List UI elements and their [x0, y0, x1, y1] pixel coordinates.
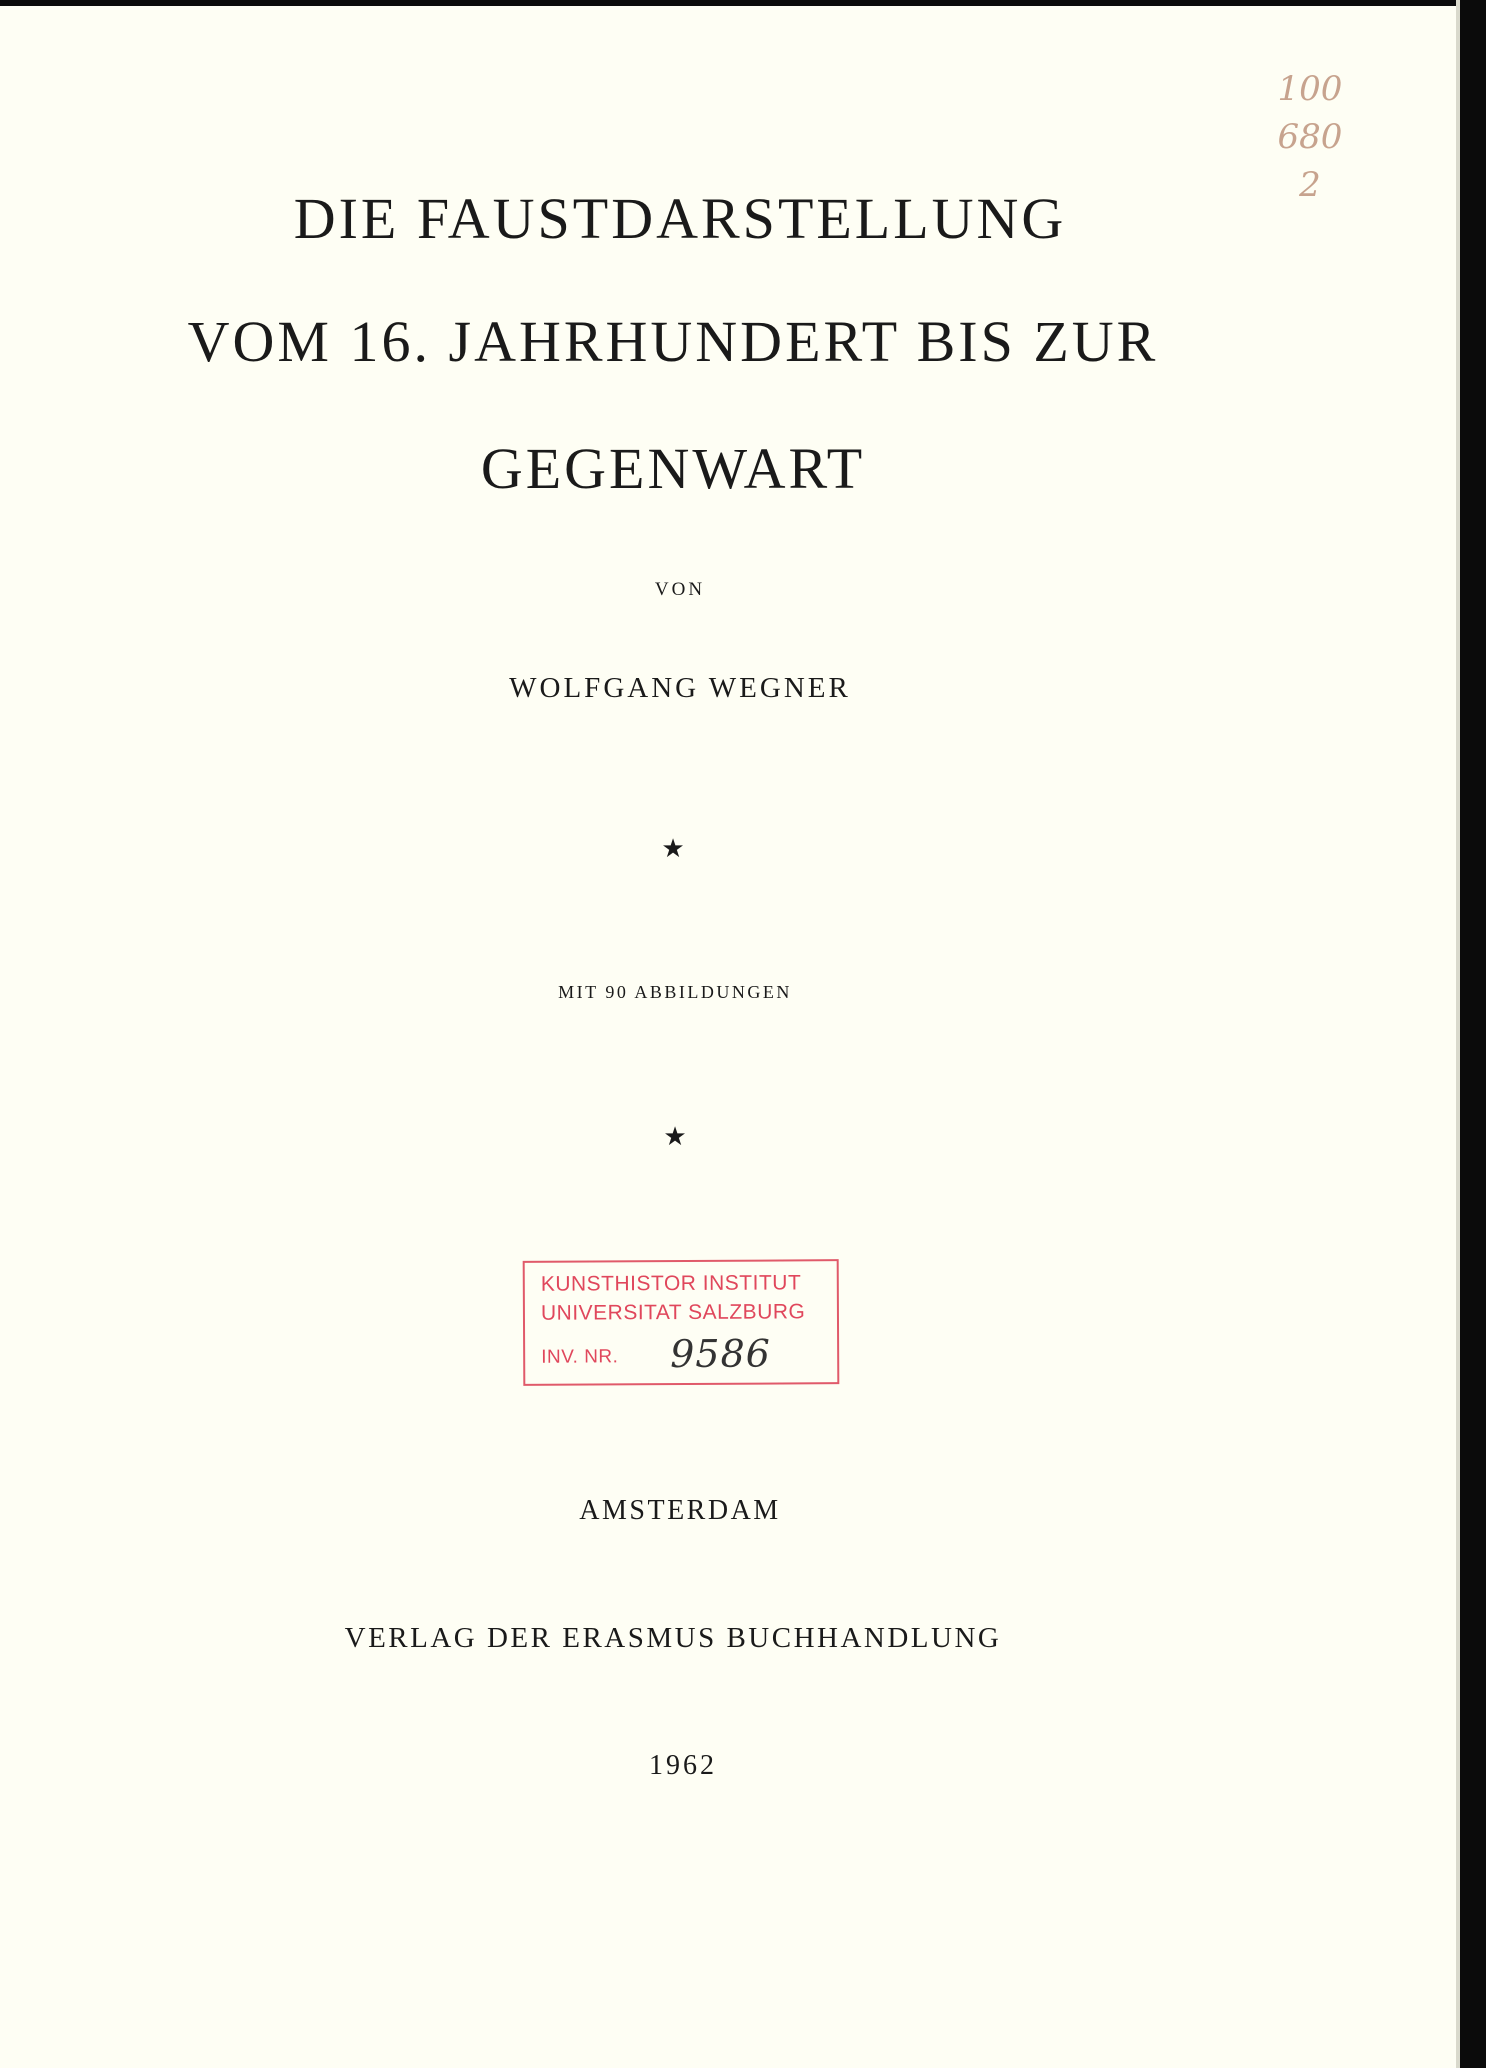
- stamp-inv-number: 9586: [670, 1331, 771, 1377]
- library-stamp: [523, 1259, 840, 1386]
- stamp-university: UNIVERSITAT SALZBURG: [540, 1300, 806, 1325]
- star-ornament-icon: ★: [661, 834, 685, 864]
- illustrations-note: MIT 90 ABBILDUNGEN: [558, 982, 792, 1002]
- star-ornament-icon: ★: [663, 1122, 687, 1152]
- stamp-inv-label: INV. NR.: [541, 1346, 619, 1368]
- handwritten-note-line: 2: [1299, 165, 1321, 205]
- scan-edge-top: [0, 0, 1486, 6]
- byline-von: VON: [654, 579, 706, 600]
- handwritten-note-line: 680: [1277, 117, 1343, 157]
- title-line-1: DIE FAUSTDARSTELLUNG: [293, 186, 1067, 251]
- publisher-name: VERLAG DER ERASMUS BUCHHANDLUNG: [344, 1622, 1002, 1654]
- scan-edge-right: [1460, 0, 1486, 2068]
- title-line-3: GEGENWART: [480, 436, 866, 501]
- stamp-institute: KUNSTHISTOR INSTITUT: [540, 1271, 802, 1296]
- author-name: WOLFGANG WEGNER: [509, 672, 851, 704]
- handwritten-note-line: 100: [1277, 69, 1343, 109]
- publication-city: AMSTERDAM: [579, 1495, 781, 1526]
- title-line-2: VOM 16. JAHRHUNDERT BIS ZUR: [187, 309, 1159, 374]
- publication-year: 1962: [649, 1750, 717, 1781]
